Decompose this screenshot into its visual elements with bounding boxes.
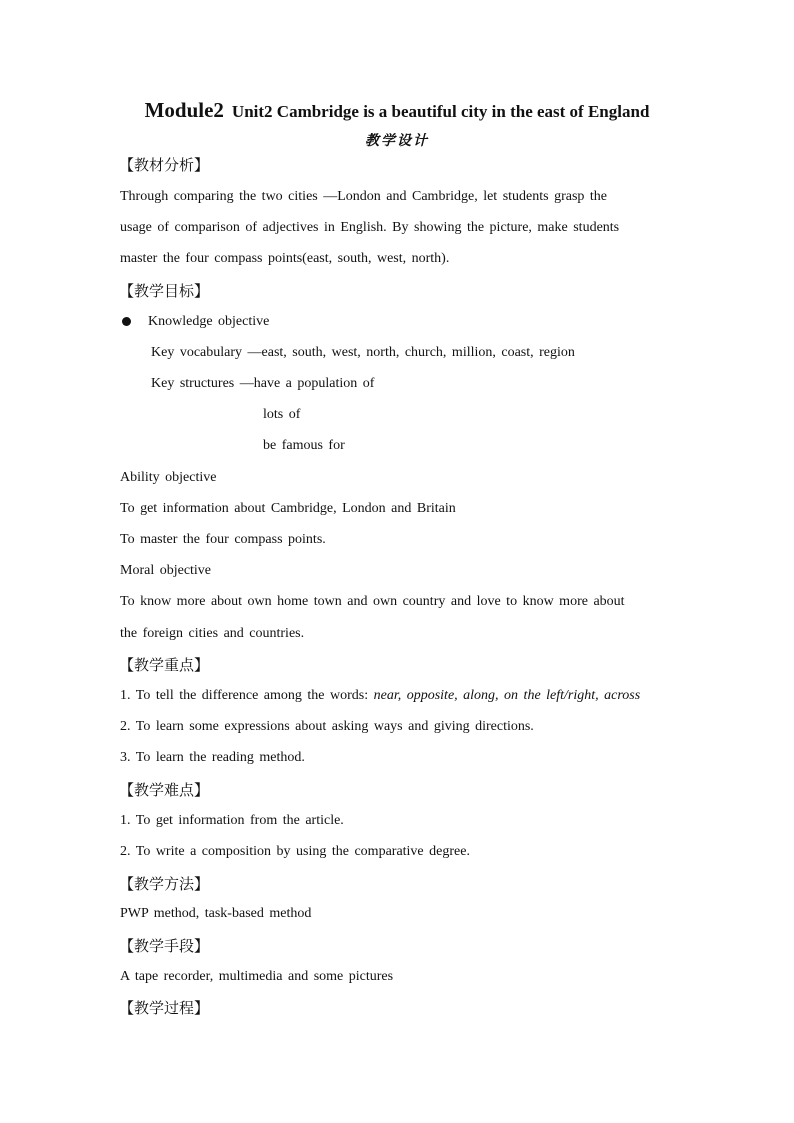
heading-difficulties: 【教学难点】 (119, 781, 210, 799)
structure-be-famous-for: be famous for (263, 438, 345, 453)
bullet-icon (122, 317, 131, 326)
analysis-line-1: Through comparing the two cities —London and Cambridge, let students grasp the (120, 189, 608, 204)
key-point-2: 2. To learn some expressions about asking ways and giving directions. (120, 719, 534, 734)
document-title (0, 98, 794, 123)
key-structures: Key structures —have a population of (151, 376, 375, 391)
knowledge-objective: Knowledge objective (148, 314, 270, 329)
methods-text: PWP method, task-based method (120, 906, 312, 921)
structure-lots-of: lots of (263, 407, 301, 422)
key-point-3: 3. To learn the reading method. (120, 750, 305, 765)
key-point-1 (120, 687, 640, 705)
key-vocabulary: Key vocabulary —east, south, west, north, church, million, coast, region (151, 345, 575, 360)
key-point-1-words: near, opposite, along, on the left/right, across (373, 688, 641, 703)
analysis-line-3: master the four compass points(east, south, west, north). (120, 251, 450, 266)
ability-item-2: To master the four compass points. (120, 532, 326, 547)
heading-process: 【教学过程】 (119, 999, 210, 1017)
moral-line-2: the foreign cities and countries. (120, 626, 305, 641)
module-label: Module2 (144, 98, 224, 122)
ability-item-1: To get information about Cambridge, London and Britain (120, 501, 456, 516)
difficulty-1: 1. To get information from the article. (120, 813, 344, 828)
document-subtitle: 教学设计 (365, 134, 429, 149)
heading-objectives: 【教学目标】 (119, 282, 210, 300)
key-point-1-text: 1. To tell the difference among the words: (120, 688, 374, 703)
ability-objective: Ability objective (120, 470, 217, 485)
heading-key-points: 【教学重点】 (119, 656, 210, 674)
analysis-line-2: usage of comparison of adjectives in English. By showing the picture, make students (120, 220, 620, 235)
unit-title: Unit2 Cambridge is a beautiful city in the east of England (231, 102, 650, 121)
heading-analysis: 【教材分析】 (119, 156, 210, 174)
difficulty-2: 2. To write a composition by using the comparative degree. (120, 844, 470, 859)
moral-objective: Moral objective (120, 563, 212, 578)
heading-means: 【教学手段】 (119, 937, 210, 955)
means-text: A tape recorder, multimedia and some pictures (120, 969, 394, 984)
moral-line-1: To know more about own home town and own country and love to know more about (120, 594, 625, 609)
heading-methods: 【教学方法】 (119, 875, 210, 893)
